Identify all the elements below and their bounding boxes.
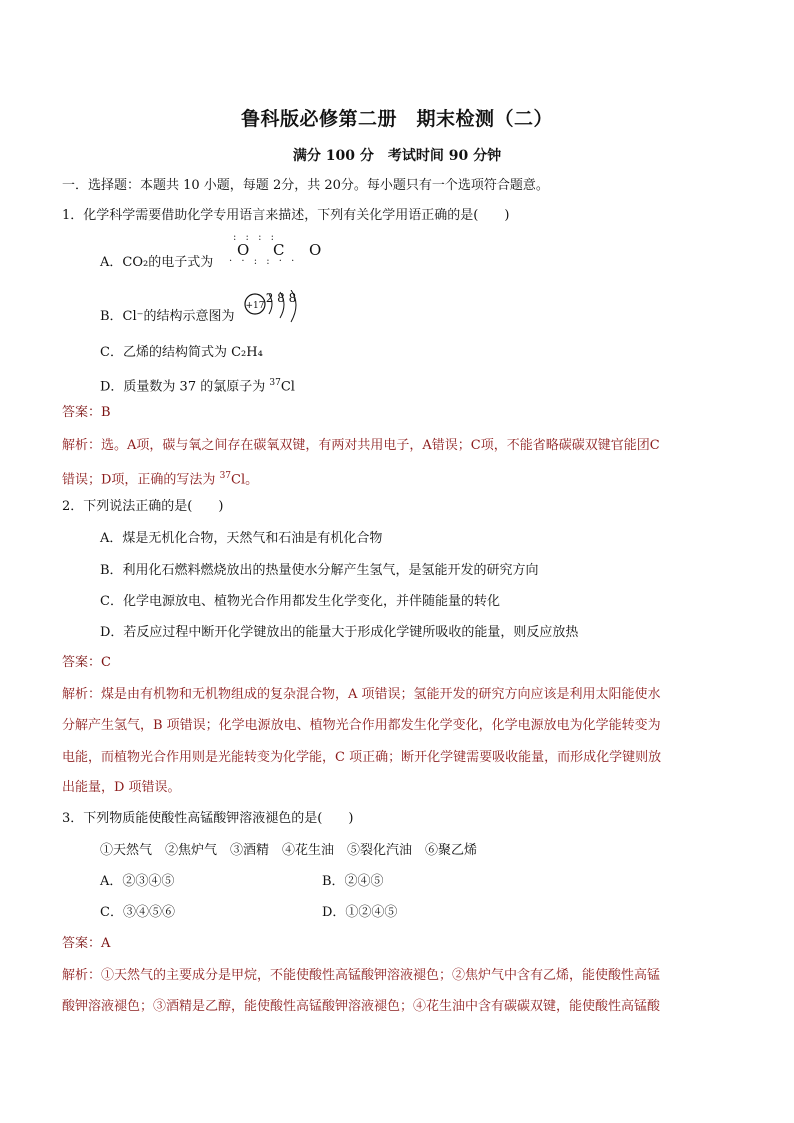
q3-stem: 3．下列物质能使酸性高锰酸钾溶液褪色的是( ) bbox=[62, 811, 354, 826]
lewis-dots-bottom: · · : : · · bbox=[229, 256, 298, 267]
q3-option-b: B．②④⑤ bbox=[322, 874, 384, 889]
q1-option-b: B．Cl⁻的结构示意图为 bbox=[100, 309, 235, 324]
q2-analysis-line-3: 电能，而植物光合作用则是光能转变为化学能，C 项正确；断开化学键需要吸收能量，而形成化学键则放 bbox=[62, 750, 662, 765]
q2-option-d: D．若反应过程中断开化学键放出的能量大于形成化学键所吸收的能量，则反应放热 bbox=[100, 625, 579, 640]
q1-option-d-mass: 37 bbox=[269, 378, 281, 388]
section-intro: 一．选择题：本题共 10 小题，每题 2分，共 20分。每小题只有一个选项符合题意。 bbox=[62, 178, 549, 193]
q2-analysis-line-4: 出能量，D 项错误。 bbox=[62, 780, 181, 795]
q3-answer: 答案：A bbox=[62, 936, 111, 951]
q3-items: ①天然气 ②焦炉气 ③酒精 ④花生油 ⑤裂化汽油 ⑥聚乙烯 bbox=[100, 843, 478, 858]
q3-option-a: A．②③④⑤ bbox=[100, 874, 175, 889]
q3-analysis-line-2: 酸钾溶液褪色；③酒精是乙醇，能使酸性高锰酸钾溶液褪色；④花生油中含有碳碳双键，能使酸性高锰酸 bbox=[62, 999, 661, 1014]
q2-option-a: A．煤是无机化合物，天然气和石油是有机化合物 bbox=[100, 531, 383, 546]
q2-option-c: C．化学电源放电、植物光合作用都发生化学变化，并伴随能量的转化 bbox=[100, 594, 500, 609]
q1-option-a: A．CO₂的电子式为 bbox=[100, 255, 214, 270]
q3-analysis-line-1: 解析：①天然气的主要成分是甲烷，不能使酸性高锰酸钾溶液褪色；②焦炉气中含有乙烯，能使酸性高锰 bbox=[62, 968, 661, 983]
q2-stem: 2．下列说法正确的是( ) bbox=[62, 499, 224, 514]
q3-option-d: D．①②④⑤ bbox=[322, 905, 398, 920]
q2-option-b: B．利用化石燃料燃烧放出的热量使水分解产生氢气，是氢能开发的研究方向 bbox=[100, 563, 539, 578]
page-title: 鲁科版必修第二册 期末检测（二） bbox=[240, 108, 553, 130]
cl-ion-structure-diagram bbox=[243, 290, 313, 324]
lewis-atom-o2: O bbox=[309, 241, 322, 259]
q1-option-d-symbol: Cl bbox=[280, 379, 295, 395]
q1-stem: 1．化学科学需要借助化学专用语言来描述，下列有关化学用语正确的是( ) bbox=[62, 208, 510, 223]
lewis-atom-o1: O bbox=[237, 241, 250, 259]
q2-answer: 答案：C bbox=[62, 655, 111, 670]
q1-answer: 答案：B bbox=[62, 405, 111, 420]
lewis-dots-top: : : : : bbox=[233, 232, 278, 243]
q1-option-c: C．乙烯的结构简式为 C₂H₄ bbox=[100, 345, 263, 360]
q2-analysis-line-1: 解析：煤是由有机物和无机物组成的复杂混合物，A 项错误；氢能开发的研究方向应该是利用太阳能使水 bbox=[62, 687, 661, 702]
co2-lewis-structure bbox=[229, 233, 339, 269]
q1-option-d bbox=[100, 374, 295, 396]
q1-analysis-line-1: 解析：选。A项，碳与氧之间存在碳氧双键，有两对共用电子，A错误；C项，不能省略碳碳双键官能团C bbox=[62, 438, 660, 453]
q1-analysis-text: 错误；D项，正确的写法为 bbox=[62, 472, 220, 488]
q1-analysis-suffix: Cl。 bbox=[231, 472, 259, 488]
q1-analysis-mass: 37 bbox=[219, 471, 232, 481]
page-subtitle: 满分 100 分 考试时间 90 分钟 bbox=[292, 148, 502, 164]
lewis-atom-c: C bbox=[273, 241, 285, 259]
q2-analysis-line-2: 分解产生氢气，B 项错误；化学电源放电、植物光合作用都发生化学变化，化学电源放电为化学能转变为 bbox=[62, 718, 661, 733]
q3-option-c: C．③④⑤⑥ bbox=[100, 905, 175, 920]
q1-analysis-line-2 bbox=[62, 467, 258, 489]
nucleus-charge: +17 bbox=[245, 301, 265, 311]
shell-electrons: 2 8 8 bbox=[265, 291, 297, 305]
q1-option-d-text: D．质量数为 37 的氯原子为 bbox=[100, 379, 270, 395]
